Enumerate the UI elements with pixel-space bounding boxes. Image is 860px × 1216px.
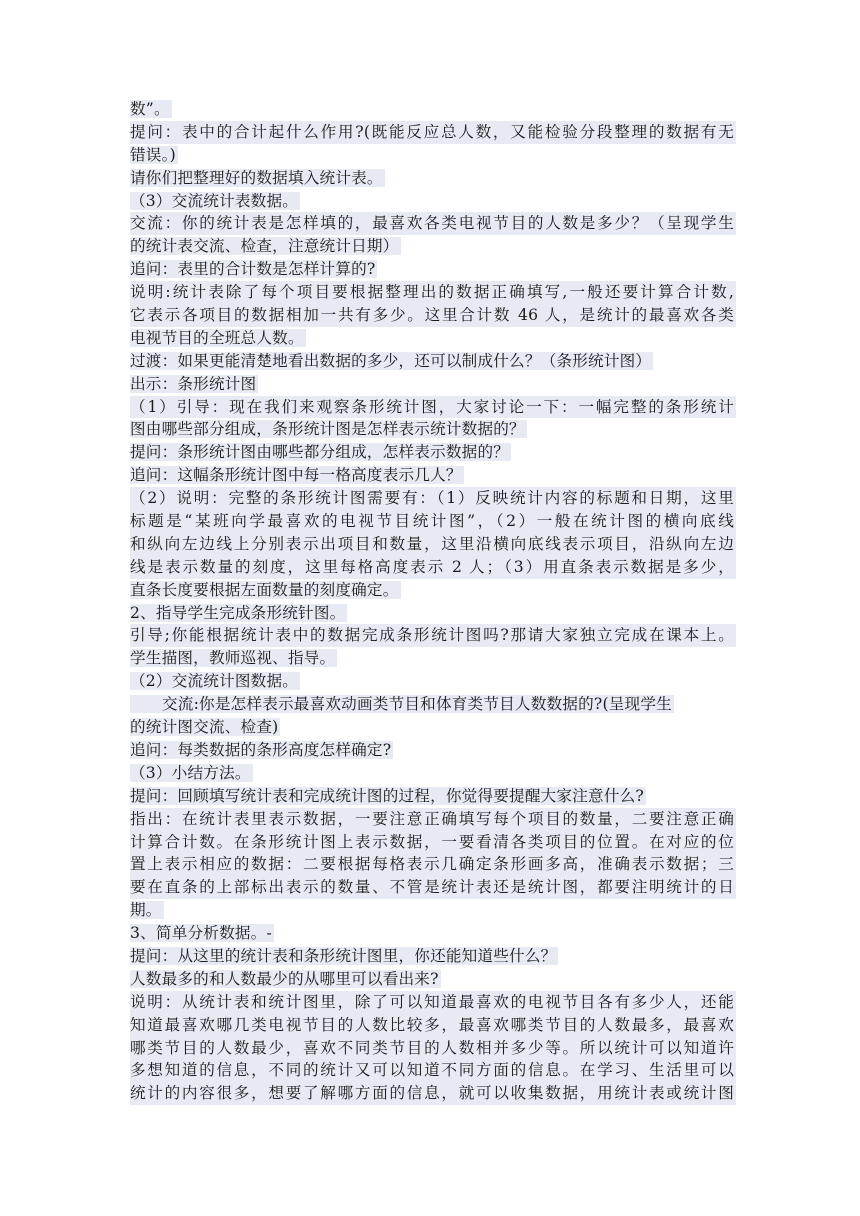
text-line: 追问：每类数据的条形高度怎样确定? [130,740,392,759]
text-line: 人数最多的和人数最少的从哪里可以看出来? [130,969,439,988]
text-line: 请你们把整理好的数据填入统计表。 [130,168,383,187]
text-line: 要在直条的上部标出表示的数量、不管是统计表还是统计图，都要注明统计的日 [130,876,740,899]
text-line: 的统计图交流、检查) [130,718,279,737]
text-line: 统计的内容很多，想要了解哪方面的信息，就可以收集数据，用统计表或统计图 [130,1082,740,1105]
text-line: 交流：你的统计表是怎样填的，最喜欢各类电视节目的人数是多少？（呈现学生 [130,212,740,235]
text-line: 引导;你能根据统计表中的数据完成条形统计图吗?那请大家独立完成在课本上。 [130,624,740,647]
text-line: 多想知道的信息，不同的统计又可以知道不同方面的信息。在学习、生活里可以 [130,1059,740,1082]
text-line: 指出：在统计表里表示数据，一要注意正确填写每个项目的数量，二要注意正确 [130,808,740,831]
text-line: 图由哪些部分组成，条形统计图是怎样表示统计数据的？ [130,420,525,439]
text-line: 学生描图，教师巡视、指导。 [130,649,336,668]
text-line: 过渡：如果更能清楚地看出数据的多少，还可以制成什么？（条形统计图） [130,351,652,370]
text-line: 计算合计数。在条形统计图上表示数据，一要看清各类项目的位置。在对应的位 [130,831,740,854]
text-line: 提问：表中的合计起什么作用?(既能反应总人数，又能检验分段整理的数据有无 [130,121,740,144]
text-line: 直条长度要根据左面数量的刻度确定。 [130,580,399,599]
text-line: 知道最喜欢哪几类电视节目的人数比较多，最喜欢哪类节目的人数最多，最喜欢 [130,1014,740,1037]
text-line: 线是表示数量的刻度，这里每格高度表示 2 人；（3）用直条表示数据是多少， [130,556,740,579]
text-line: 2、指导学生完成条形统针图。 [130,603,346,622]
text-line: （3）交流统计表数据。 [130,191,299,210]
text-line: 说明：从统计表和统计图里，除了可以知道最喜欢的电视节目各有多少人，还能 [130,991,740,1014]
text-line: 3、简单分析数据。- [130,924,272,943]
text-line: （2）说明：完整的条形统计图需要有：（1）反映统计内容的标题和日期，这里 [130,487,740,510]
text-line: 提问：回顾填写统计表和完成统计图的过程，你觉得要提醒大家注意什么? [130,786,644,805]
text-line: 和纵向左边线上分别表示出项目和数量，这里沿横向底线表示项目，沿纵向左边 [130,533,740,556]
text-line: 出示：条形统计图 [130,374,257,393]
text-line: （2）交流统计图数据。 [130,672,299,691]
text-line: 它表示各项目的数据相加一共有多少。这里合计数 46 人，是统计的最喜欢各类 [130,304,740,327]
text-line: 的统计表交流、检查，注意统计日期） [130,237,399,256]
text-line: 追问：表里的合计数是怎样计算的? [130,260,376,279]
text-line: 说明:统计表除了每个项目要根据整理出的数据正确填写,一般还要计算合计数, [130,281,740,304]
text-line: （3）小结方法。 [130,763,251,782]
text-line: 期。 [130,901,162,920]
text-line: （1）引导：现在我们来观察条形统计图，大家讨论一下：一幅完整的条形统计 [130,396,740,419]
text-line: 电视节目的全班总人数。 [130,328,304,347]
text-line: 置上表示相应的数据：二要根据每格表示几确定条形画多高，准确表示数据；三 [130,853,740,876]
text-line: 提问：条形统计图由哪些都分组成，怎样表示数据的？ [130,443,510,462]
text-line: 追问：这幅条形统计图中每一格高度表示几人？ [130,466,462,485]
text-line: 数”。 [130,100,170,118]
text-line: 哪类节目的人数最少，喜欢不同类节目的人数相并多少等。所以统计可以知道许 [130,1037,740,1060]
document-body [130,98,740,1105]
text-line: 错误。) [130,145,176,164]
text-line: 提问：从这里的统计表和条形统计图里，你还能知道些什么？ [130,946,557,965]
text-line: 标题是“某班向学最喜欢的电视节目统计图”，（2）一般在统计图的横向底线 [130,510,740,533]
text-line: 交流:你是怎样表示最喜欢动画类节目和体育类节目人数数据的?(呈现学生 [130,693,740,716]
